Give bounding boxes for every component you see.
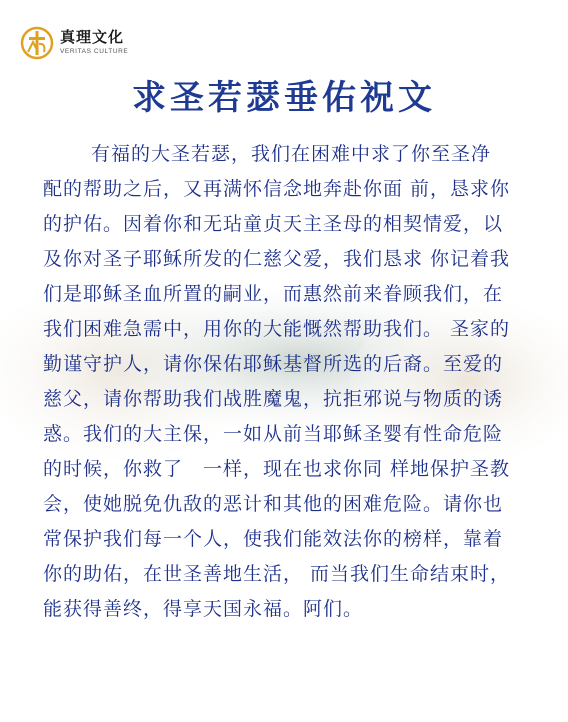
brand-name-cn: 真理文化 [60, 28, 125, 47]
text-line: 配的帮助之后，又再满怀信念地奔赴你面 前，恳求你 [43, 178, 511, 200]
brand-text [60, 30, 128, 56]
text-line: 及你对圣子耶稣所发的仁慈父爱，我们恳求 你记着我 [43, 248, 511, 270]
text-line: 的时候，你救了 一样，现在也求你同 样地保护圣教 [43, 458, 511, 480]
text-line: 我们困难急需中，用你的大能慨然帮助我们。 圣家的 [43, 318, 511, 340]
text-line: 常保护我们每一个人，使我们能效法你的榜样，靠着 [43, 528, 504, 550]
text-line: 有福的大圣若瑟，我们在困难中求了你至圣净 [91, 143, 492, 165]
text-line: 勤谨守护人，请你保佑耶稣基督所选的后裔。至爱的 [43, 353, 504, 375]
text-line: 惑。我们的大主保，一如从前当耶稣圣婴有性命危险 [43, 423, 504, 445]
veritas-logo-icon [20, 26, 54, 60]
text-line: 会，使她脱免仇敌的恶计和其他的困难危险。请你也 [43, 493, 504, 515]
text-line: 的护佑。因着你和无玷童贞天主圣母的相契情爱，以 [43, 213, 504, 235]
brand-name-en: VERITAS CULTURE [60, 48, 129, 56]
page-title: 求圣若瑟垂佑祝文 [132, 78, 436, 118]
text-line: 们是耶稣圣血所置的嗣业，而惠然前来眷顾我们，在 [43, 283, 504, 305]
prayer-text [43, 137, 533, 627]
text-line: 慈父，请你帮助我们战胜魔鬼，抗拒邪说与物质的诱 [43, 388, 504, 410]
brand-logo [20, 26, 128, 60]
text-line: 能获得善终，得享天国永福。阿们。 [43, 598, 364, 620]
text-line: 你的助佑，在世圣善地生活， 而当我们生命结束时， [43, 563, 511, 585]
